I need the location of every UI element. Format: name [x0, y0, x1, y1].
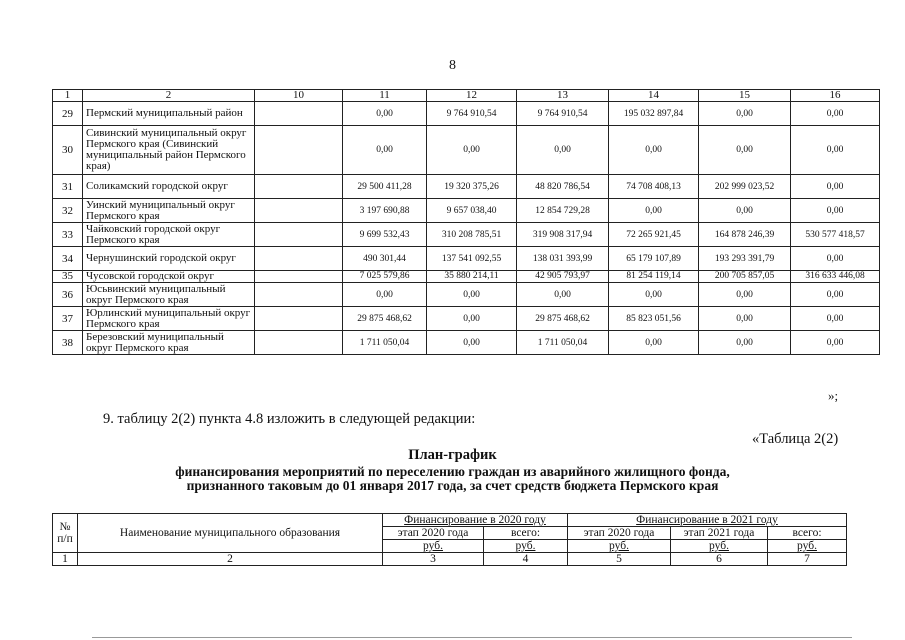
amount-cell: 530 577 418,57: [791, 223, 880, 247]
group-2021-header: Финансирование в 2021 году: [568, 514, 847, 527]
sub-header: всего:: [484, 527, 568, 540]
amount-cell: 193 293 391,79: [699, 247, 791, 271]
amount-cell: [255, 102, 343, 126]
table-row: [53, 271, 880, 283]
municipality-name: Чайковский городской округ Пермского края: [83, 223, 255, 247]
amount-cell: 164 878 246,39: [699, 223, 791, 247]
amount-cell: 0,00: [517, 283, 609, 307]
row-number: 29: [53, 102, 83, 126]
amount-cell: 12 854 729,28: [517, 199, 609, 223]
column-header: 10: [255, 90, 343, 102]
amount-cell: 310 208 785,51: [427, 223, 517, 247]
column-header: 13: [517, 90, 609, 102]
municipality-name: Чернушинский городской округ: [83, 247, 255, 271]
amount-cell: 9 699 532,43: [343, 223, 427, 247]
amount-cell: [255, 283, 343, 307]
amount-cell: 0,00: [343, 102, 427, 126]
table-header-row: [53, 90, 880, 102]
table-row: [53, 331, 880, 355]
amount-cell: 29 500 411,28: [343, 175, 427, 199]
amount-cell: 19 320 375,26: [427, 175, 517, 199]
unit-label: руб.: [568, 540, 671, 553]
amount-cell: 0,00: [609, 126, 699, 175]
amount-cell: 490 301,44: [343, 247, 427, 271]
amount-cell: [255, 271, 343, 283]
amount-cell: 3 197 690,88: [343, 199, 427, 223]
amount-cell: 0,00: [427, 307, 517, 331]
amount-cell: [255, 307, 343, 331]
amount-cell: 0,00: [427, 331, 517, 355]
index-cell: 6: [671, 553, 768, 566]
amount-cell: 0,00: [699, 102, 791, 126]
amount-cell: 85 823 051,56: [609, 307, 699, 331]
row-number: 33: [53, 223, 83, 247]
amount-cell: 72 265 921,45: [609, 223, 699, 247]
plan-subtitle: [0, 465, 905, 493]
amount-cell: 316 633 446,08: [791, 271, 880, 283]
amount-cell: 35 880 214,11: [427, 271, 517, 283]
municipality-name: Березовский муниципальный округ Пермского края: [83, 331, 255, 355]
unit-label: руб.: [484, 540, 568, 553]
amount-cell: 200 705 857,05: [699, 271, 791, 283]
table-row: [53, 307, 880, 331]
index-cell: 2: [78, 553, 383, 566]
table-row: [53, 247, 880, 271]
amount-cell: 0,00: [791, 175, 880, 199]
funding-table-continued: [52, 89, 880, 355]
amount-cell: 0,00: [791, 283, 880, 307]
municipality-name: Сивинский муниципальный округ Пермского края (Сивинский муниципальный район Пермского края): [83, 126, 255, 175]
amount-cell: 195 032 897,84: [609, 102, 699, 126]
amount-cell: 0,00: [791, 199, 880, 223]
amount-cell: 65 179 107,89: [609, 247, 699, 271]
amount-cell: [255, 331, 343, 355]
row-number: 35: [53, 271, 83, 283]
amount-cell: 81 254 119,14: [609, 271, 699, 283]
column-header: 16: [791, 90, 880, 102]
plan-title: План-график: [408, 447, 497, 463]
index-cell: 5: [568, 553, 671, 566]
amount-cell: 9 764 910,54: [517, 102, 609, 126]
table-row: [53, 175, 880, 199]
municipality-name: Пермский муниципальный район: [83, 102, 255, 126]
index-cell: 4: [484, 553, 568, 566]
amount-cell: 202 999 023,52: [699, 175, 791, 199]
sub-header: этап 2021 года: [671, 527, 768, 540]
amount-cell: [255, 175, 343, 199]
amount-cell: 7 025 579,86: [343, 271, 427, 283]
municipality-name: Юрлинский муниципальный округ Пермского края: [83, 307, 255, 331]
table-row: [53, 223, 880, 247]
amount-cell: 74 708 408,13: [609, 175, 699, 199]
amendment-paragraph: 9. таблицу 2(2) пункта 4.8 изложить в следующей редакции:: [103, 411, 476, 427]
amount-cell: 137 541 092,55: [427, 247, 517, 271]
page-number: 8: [449, 58, 456, 73]
plan-subtitle-line: признанного таковым до 01 января 2017 года, за счет средств бюджета Пермского края: [186, 478, 719, 493]
amount-cell: 0,00: [609, 199, 699, 223]
amount-cell: 48 820 786,54: [517, 175, 609, 199]
row-number: 32: [53, 199, 83, 223]
row-number: 31: [53, 175, 83, 199]
column-header: 14: [609, 90, 699, 102]
municipality-name: Юсьвинский муниципальный округ Пермского края: [83, 283, 255, 307]
column-header: 15: [699, 90, 791, 102]
unit-label: руб.: [671, 540, 768, 553]
row-number: 30: [53, 126, 83, 175]
amount-cell: 319 908 317,94: [517, 223, 609, 247]
amount-cell: 1 711 050,04: [343, 331, 427, 355]
amount-cell: 0,00: [791, 331, 880, 355]
group-2020-header: Финансирование в 2020 году: [383, 514, 568, 527]
municipality-name: Чусовской городской округ: [83, 271, 255, 283]
table-reference: «Таблица 2(2): [752, 431, 839, 447]
amount-cell: 0,00: [343, 283, 427, 307]
municipality-name: Соликамский городской округ: [83, 175, 255, 199]
amount-cell: 0,00: [609, 283, 699, 307]
amount-cell: 29 875 468,62: [517, 307, 609, 331]
row-number: 37: [53, 307, 83, 331]
amount-cell: 29 875 468,62: [343, 307, 427, 331]
amount-cell: 1 711 050,04: [517, 331, 609, 355]
table-row: [53, 283, 880, 307]
amount-cell: 0,00: [699, 331, 791, 355]
amount-cell: 0,00: [427, 126, 517, 175]
amount-cell: 9 657 038,40: [427, 199, 517, 223]
amount-cell: 0,00: [427, 283, 517, 307]
plan-schedule-table: [52, 513, 847, 566]
bottom-rule: [92, 637, 852, 638]
amount-cell: [255, 223, 343, 247]
col-num-header: № п/п: [53, 514, 78, 553]
plan-subtitle-line: финансирования мероприятий по переселению граждан из аварийного жилищного фонда,: [175, 464, 730, 479]
amount-cell: 138 031 393,99: [517, 247, 609, 271]
amount-cell: [255, 247, 343, 271]
sub-header: этап 2020 года: [568, 527, 671, 540]
municipality-name: Уинский муниципальный округ Пермского края: [83, 199, 255, 223]
col-name-header: Наименование муниципального образования: [78, 514, 383, 553]
amount-cell: [255, 199, 343, 223]
amount-cell: 0,00: [791, 247, 880, 271]
amount-cell: 0,00: [343, 126, 427, 175]
amount-cell: 0,00: [699, 126, 791, 175]
unit-label: руб.: [768, 540, 847, 553]
column-header: 12: [427, 90, 517, 102]
amount-cell: 0,00: [699, 283, 791, 307]
quote-end: »;: [828, 388, 839, 403]
amount-cell: 0,00: [609, 331, 699, 355]
amount-cell: 0,00: [517, 126, 609, 175]
amount-cell: 0,00: [791, 102, 880, 126]
index-row: [53, 553, 847, 566]
amount-cell: 0,00: [699, 199, 791, 223]
row-number: 36: [53, 283, 83, 307]
column-header: 11: [343, 90, 427, 102]
amount-cell: 0,00: [791, 307, 880, 331]
sub-header: всего:: [768, 527, 847, 540]
unit-label: руб.: [383, 540, 484, 553]
index-cell: 1: [53, 553, 78, 566]
table-row: [53, 126, 880, 175]
row-number: 38: [53, 331, 83, 355]
amount-cell: 0,00: [699, 307, 791, 331]
amount-cell: 0,00: [791, 126, 880, 175]
amount-cell: [255, 126, 343, 175]
table-row: [53, 199, 880, 223]
index-cell: 7: [768, 553, 847, 566]
column-header: 1: [53, 90, 83, 102]
amount-cell: 9 764 910,54: [427, 102, 517, 126]
amount-cell: 42 905 793,97: [517, 271, 609, 283]
sub-header: этап 2020 года: [383, 527, 484, 540]
row-number: 34: [53, 247, 83, 271]
index-cell: 3: [383, 553, 484, 566]
column-header: 2: [83, 90, 255, 102]
table-row: [53, 102, 880, 126]
